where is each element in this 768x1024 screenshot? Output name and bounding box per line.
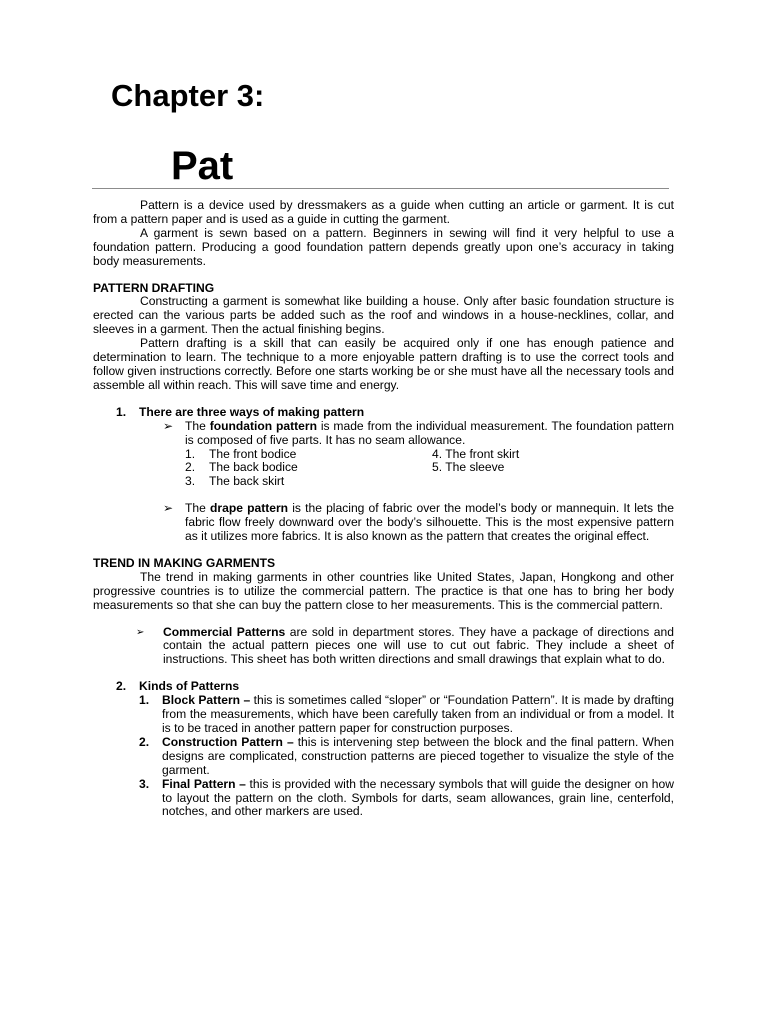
- pattern-drafting-paragraph-1: Constructing a garment is somewhat like building a house. Only after basic foundation structure is erected can the various parts be added such as the roof and windows in a house-necklines, collar, and sleeves in a garment. Then the actual finishing begins.: [93, 294, 674, 337]
- foundation-term: foundation pattern: [209, 418, 317, 433]
- kinds-heading-row: [93, 680, 674, 694]
- list-item: 5. The sleeve: [432, 460, 505, 475]
- ways-number: 1.: [116, 404, 127, 419]
- ways-heading-row: [93, 406, 674, 420]
- drape-term: drape pattern: [210, 501, 289, 516]
- block-pattern-item: 1. Block Pattern – this is sometimes called “sloper” or “Foundation Pattern”. It is made by drafting from the measurements, which have been carefully taken from an individual or from a model. It is to be traced in another pattern paper for construction purposes.: [139, 693, 674, 735]
- foundation-pre: The: [185, 418, 210, 433]
- foundation-pattern-item: [93, 420, 674, 448]
- body-content: [93, 199, 674, 819]
- drape-pre: The: [185, 501, 210, 516]
- intro-paragraph-1: Pattern is a device used by dressmakers as a guide when cutting an article or garment. It is cut from a pattern paper and is used as a guide in cutting the garment.: [93, 198, 674, 226]
- commercial-text: are sold in department stores. They have a package of directions and contain the actual pattern pieces one will use to cut out fabric. They include a sheet of instructions. This sheet has both written directions and small drawings that explain what to do.: [163, 624, 674, 667]
- pattern-drafting-paragraph-2: Pattern drafting is a skill that can easily be acquired only if one has enough patience and determination to learn. The technique to a more enjoyable pattern drafting is to use the correct tools and follow given instructions correctly. Before one starts working be or she must have all the necessary tools and assemble all within reach. This will save time and energy.: [93, 336, 674, 392]
- construction-pattern-item: 2. Construction Pattern – this is intervening step between the block and the final pattern. When designs are complicated, construction patterns are pieced together to visualize the style of the garment.: [139, 734, 674, 777]
- intro-paragraph-2: A garment is sewn based on a pattern. Beginners in sewing will find it very helpful to use a foundation pattern. Producing a good foundation pattern depends greatly upon one’s accuracy in taking body measurements.: [93, 225, 674, 268]
- arrow-bullet-icon: ➢: [136, 626, 145, 638]
- kinds-heading: Kinds of Patterns: [139, 679, 240, 694]
- foundation-text: is made from the individual measurement. The foundation pattern is composed of five parts. It has no seam allowance.: [185, 418, 675, 447]
- trend-heading: TREND IN MAKING GARMENTS: [93, 555, 276, 570]
- list-item: 4. The front skirt: [432, 446, 520, 461]
- drape-pattern-item: [93, 502, 674, 544]
- list-item: 3. The back skirt: [185, 474, 285, 489]
- kinds-list-item: [93, 680, 674, 819]
- title-divider: [92, 188, 669, 189]
- commercial-patterns-item: [93, 626, 674, 668]
- trend-paragraph: The trend in making garments in other countries like United States, Japan, Hongkong and other progressive countries is to utilize the commercial pattern. The practice is that one has to bring her body measurements so that she can buy the pattern close to her measurements. This is the commercial pattern.: [93, 569, 674, 612]
- list-item: 2. The back bodice: [185, 460, 298, 475]
- list-item: 1. The front bodice: [185, 446, 297, 461]
- pattern-drafting-heading: PATTERN DRAFTING: [93, 280, 215, 295]
- drape-text: is the placing of fabric over the model’s body or mannequin. It lets the fabric flow freely downward over the body’s silhouette. This is the most expensive pattern as it utilizes more fabrics. It is also known as the pattern that creates the original effect.: [185, 501, 675, 544]
- final-pattern-item: 3. Final Pattern – this is provided with the necessary symbols that will guide the designer on how to layout the pattern on the cloth. Symbols for darts, seam allowances, grain line, centerfold, notches, and other markers are used.: [139, 776, 674, 819]
- commercial-term: Commercial Patterns: [163, 624, 286, 639]
- chapter-title-fragment: Pat: [171, 144, 234, 180]
- arrow-bullet-icon: ➢: [163, 501, 174, 516]
- kinds-number: 2.: [116, 679, 127, 694]
- chapter-title-block: [111, 80, 281, 180]
- arrow-bullet-icon: ➢: [163, 418, 174, 433]
- ways-list-item: [93, 406, 674, 544]
- chapter-title: Chapter 3:: [111, 80, 265, 113]
- ways-heading: There are three ways of making pattern: [139, 404, 365, 419]
- foundation-parts-list: [185, 448, 674, 490]
